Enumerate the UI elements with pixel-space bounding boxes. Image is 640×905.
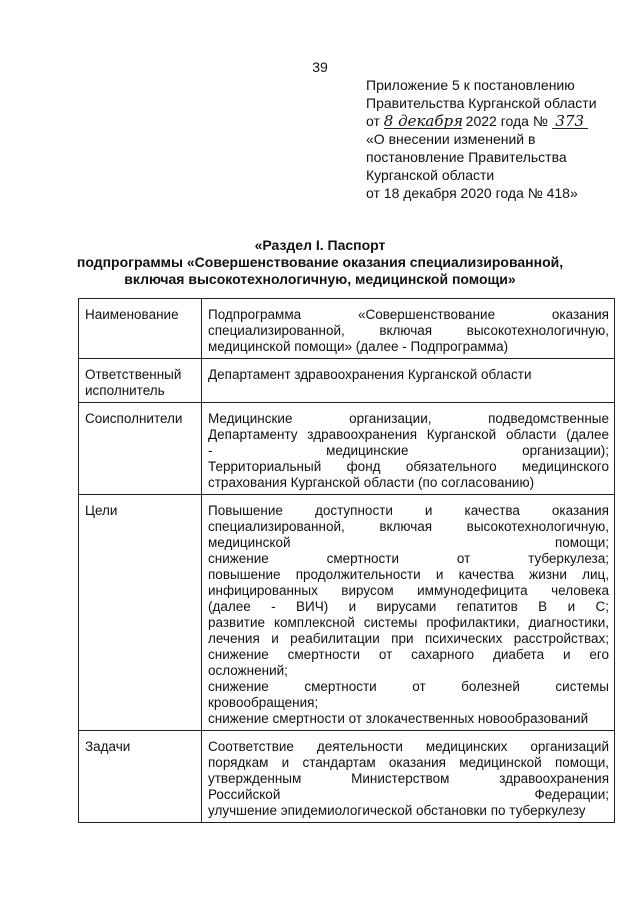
row-label: Задачи (79, 731, 202, 823)
content-line: страхования Курганской области (по согласованию) (208, 475, 535, 490)
row-label: Цели (79, 495, 202, 731)
appendix-line: «О внесении изменений в (366, 131, 536, 147)
content-line: развитие комплексной системы профилактики, диагностики, (208, 615, 609, 630)
content-line: Повышение доступности и качества оказания (208, 503, 609, 518)
content-line: Департамент здравоохранения Курганской области (208, 367, 532, 382)
content-line: медицинской помощи» (далее - Подпрограмма) (208, 339, 509, 354)
content-line: специализированной, включая высокотехнологичную, (208, 323, 609, 338)
content-line: Российской Федерации; (208, 787, 609, 802)
row-content (202, 403, 615, 495)
content-line: (далее - ВИЧ) и вирусами гепатитов В и С; (208, 599, 609, 614)
content-line: улучшение эпидемиологической обстановки по туберкулезу (208, 803, 586, 818)
content-line: специализированной, включая высокотехнологичную, (208, 519, 609, 534)
handwritten-date: 8 декабря (383, 112, 464, 130)
content-line: повышение продолжительности и качества жизни лиц, (208, 567, 609, 582)
content-line: снижение смертности от болезней системы (208, 679, 609, 694)
appendix-date-line (366, 112, 628, 130)
content-line: Подпрограмма «Совершенствование оказания (208, 307, 609, 322)
content-line: Соответствие деятельности медицинских организаций (208, 739, 609, 754)
heading-line: включая высокотехнологичную, медицинской помощи» (124, 271, 516, 287)
content-line: лечения и реабилитации при психических расстройствах; (208, 631, 609, 646)
content-line: снижение смертности от туберкулеза; (208, 551, 609, 566)
content-line: порядкам и стандартам оказания медицинской помощи, (208, 755, 609, 770)
page-number: 39 (312, 59, 328, 75)
row-label: Ответственный исполнитель (79, 359, 202, 403)
passport-table (78, 298, 615, 823)
table-row (79, 731, 615, 823)
appendix-block (366, 76, 628, 202)
appendix-line: Приложение 5 к постановлению (366, 77, 575, 93)
section-heading (0, 237, 640, 288)
content-line: медицинской помощи; (208, 535, 609, 550)
table-row (79, 403, 615, 495)
row-content (202, 495, 615, 731)
heading-line: «Раздел I. Паспорт (254, 237, 386, 253)
content-line: кровообращения; (208, 695, 319, 710)
content-line: инфицированных вирусом иммунодефицита человека (208, 583, 609, 598)
row-label: Соисполнители (79, 403, 202, 495)
table-row (79, 495, 615, 731)
appendix-line: постановление Правительства (366, 149, 567, 165)
content-line: Медицинские организации, подведомственные (208, 411, 609, 426)
heading-line: подпрограммы «Совершенствование оказания специализированной, (76, 254, 564, 270)
content-line: - медицинские организации); (208, 443, 609, 458)
row-content (202, 359, 615, 403)
date-prefix: от (366, 113, 380, 129)
table-row (79, 299, 615, 359)
table-row (79, 359, 615, 403)
content-line: снижение смертности от сахарного диабета и его (208, 647, 609, 662)
appendix-line: от 18 декабря 2020 года № 418» (366, 185, 578, 201)
row-label: Наименование (79, 299, 202, 359)
row-content (202, 731, 615, 823)
date-year: 2022 года № (465, 113, 548, 129)
appendix-line: Правительства Курганской области (366, 95, 597, 111)
content-line: Департаменту здравоохранения Курганской области (далее (208, 427, 609, 442)
content-line: Территориальный фонд обязательного медицинского (208, 459, 609, 474)
appendix-line: Курганской области (366, 167, 495, 183)
content-line: снижение смертности от злокачественных новообразований (208, 711, 589, 726)
handwritten-number: 373 (552, 114, 588, 129)
content-line: утвержденным Министерством здравоохранения (208, 771, 609, 786)
row-content (202, 299, 615, 359)
content-line: осложнений; (208, 663, 288, 678)
